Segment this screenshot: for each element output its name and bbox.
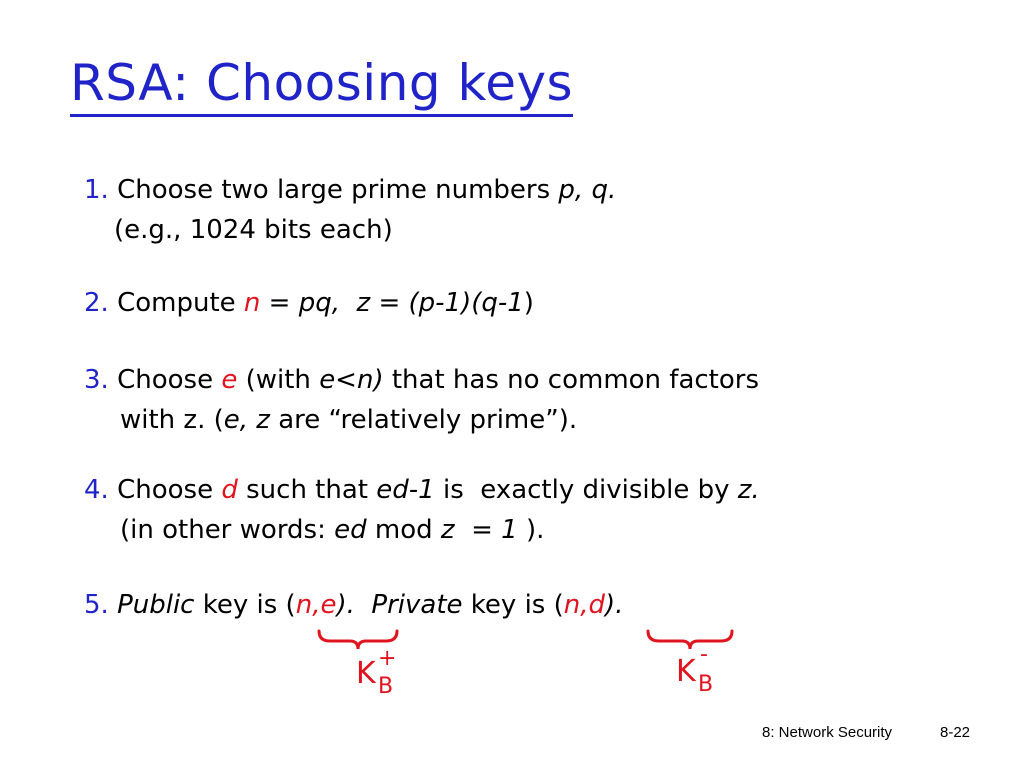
item-1-line-1 <box>84 170 616 210</box>
footer-section: 8: Network Security <box>762 724 893 741</box>
list-item-4 <box>84 470 760 550</box>
private-key-label <box>676 642 714 697</box>
item-number: 2. <box>84 288 109 318</box>
variable-e: e <box>221 365 238 395</box>
text: Choose <box>117 475 222 505</box>
footer-page-number: 8-22 <box>940 724 971 741</box>
text: ). <box>517 515 545 545</box>
variable: p, q. <box>558 175 617 205</box>
key-base: K <box>676 654 696 689</box>
item-number: 5. <box>84 590 109 620</box>
text: ). <box>336 590 355 620</box>
variable: z <box>440 515 455 545</box>
key-subscript: B <box>378 674 394 699</box>
public-word: Public <box>117 590 195 620</box>
text: Choose <box>117 365 222 395</box>
key-superscript: - <box>700 642 708 667</box>
item-1-line-2: (e.g., 1024 bits each) <box>114 215 393 245</box>
item-number: 4. <box>84 475 109 505</box>
private-key-pair: n,d <box>563 590 606 620</box>
text: is exactly divisible by <box>434 475 738 505</box>
text <box>340 288 357 318</box>
text: (in other words: <box>120 515 335 545</box>
list-item-5 <box>84 585 623 625</box>
item-5-line-1 <box>84 585 623 625</box>
text: key is ( <box>194 590 296 620</box>
text: (with <box>237 365 320 395</box>
formula: ed-1 <box>376 475 435 505</box>
variable: ed <box>334 515 367 545</box>
item-3-line-1 <box>84 360 759 400</box>
public-key-pair: n,e <box>295 590 337 620</box>
text: key is ( <box>462 590 564 620</box>
key-base: K <box>356 656 376 691</box>
item-number: 3. <box>84 365 109 395</box>
text: Compute <box>117 288 244 318</box>
text <box>355 590 372 620</box>
private-word: Private <box>371 590 463 620</box>
text: ) <box>523 288 534 318</box>
formula: = 1 <box>454 515 518 545</box>
variable: z. <box>737 475 760 505</box>
text: ). <box>605 590 624 620</box>
text: that has no common factors <box>383 365 760 395</box>
item-4-line-1 <box>84 470 760 510</box>
item-2-line-1 <box>84 283 534 323</box>
item-number: 1. <box>84 175 109 205</box>
formula: z = (p-1)(q-1 <box>356 288 524 318</box>
formula: e<n) <box>319 365 384 395</box>
text: mod <box>366 515 441 545</box>
variable-d: d <box>221 475 238 505</box>
item-3-line-2 <box>84 400 759 440</box>
item-4-line-2 <box>84 510 760 550</box>
public-key-label <box>356 646 397 699</box>
key-subscript: B <box>698 672 714 697</box>
variable: pq, <box>298 288 340 318</box>
text: are “relatively prime”). <box>269 405 578 435</box>
text: Choose two large prime numbers <box>117 175 559 205</box>
list-item-3 <box>84 360 759 440</box>
slide-title: RSA: Choosing keys <box>70 58 573 117</box>
text: = <box>260 288 299 318</box>
list-item-1 <box>84 170 616 250</box>
list-item-2 <box>84 283 534 323</box>
text: with z. ( <box>120 405 224 435</box>
private-key-brace-icon <box>645 628 735 652</box>
key-superscript: + <box>378 646 397 671</box>
variables: e, z <box>223 405 270 435</box>
text: such that <box>237 475 377 505</box>
variable-n: n <box>243 288 261 318</box>
